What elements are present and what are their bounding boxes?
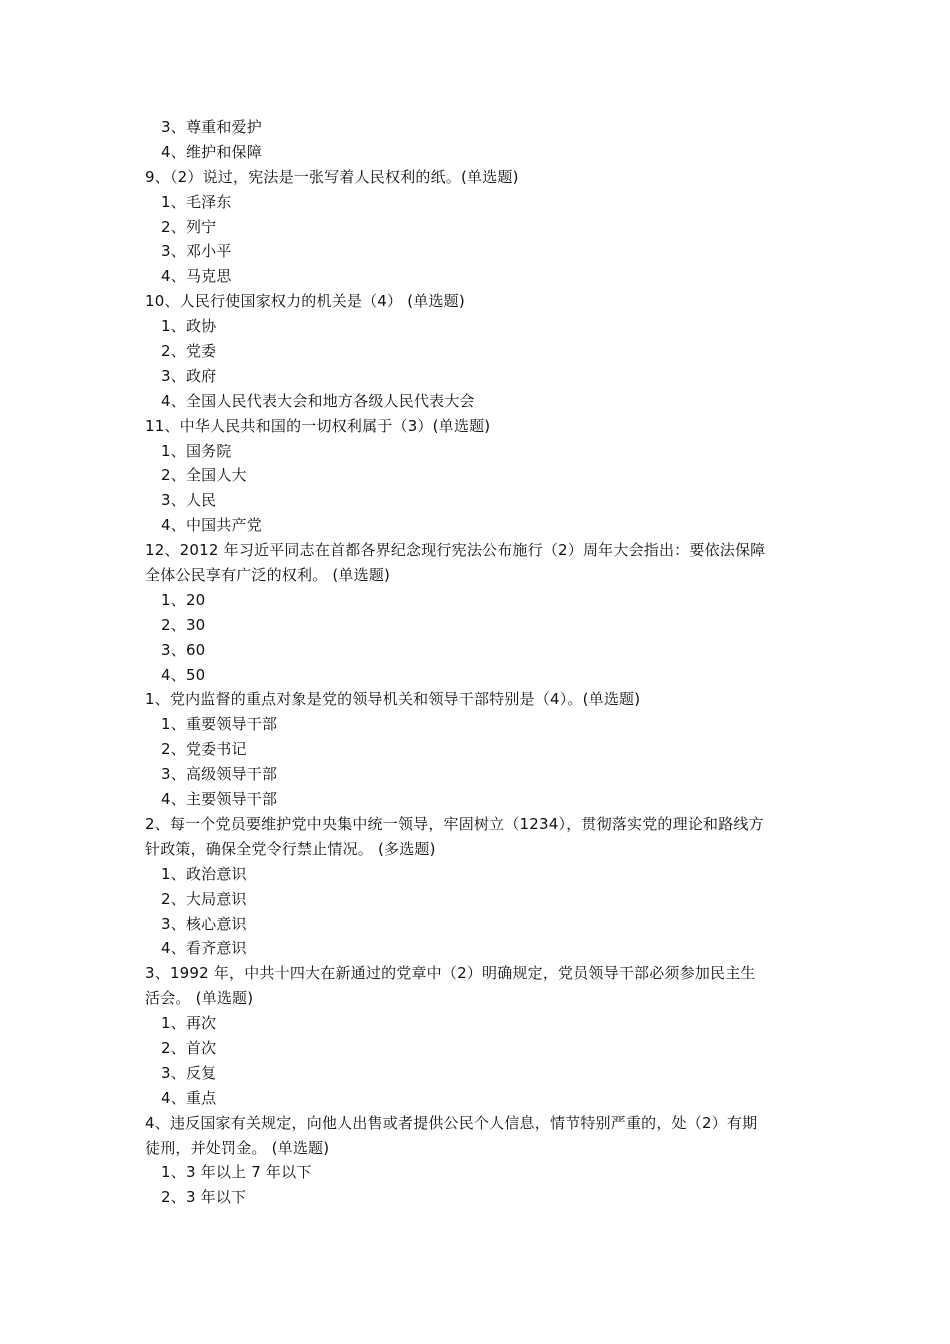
option-text: 4、主要领导干部 [161,790,278,809]
question-text: 10、人民行使国家权力的机关是（4） (单选题) [145,292,465,311]
question-text: 2、每一个党员要维护党中央集中统一领导，牢固树立（1234），贯彻落实党的理论和路线方 [145,814,764,833]
question-text: 9、（2）说过，宪法是一张写着人民权利的纸。(单选题) [145,167,519,186]
question-text: 3、1992 年，中共十四大在新通过的党章中（2）明确规定，党员领导干部必须参加民主生 [145,964,756,983]
option-text: 4、马克思 [161,267,232,286]
option-text: 3、人民 [161,491,217,510]
option-text: 1、20 [161,590,206,609]
option-text: 4、50 [161,665,206,684]
option-text: 3、尊重和爱护 [161,118,262,136]
question-text: 针政策，确保全党令行禁止情况。 (多选题) [145,839,436,858]
option-text: 4、中国共产党 [161,516,262,535]
question-text: 11、中华人民共和国的一切权利属于（3）(单选题) [145,416,491,435]
option-text: 2、大局意识 [161,889,247,908]
option-text: 1、再次 [161,1014,217,1033]
question-text: 1、党内监督的重点对象是党的领导机关和领导干部特别是（4）。(单选题) [145,690,641,709]
option-text: 4、重点 [161,1088,217,1107]
option-text: 3、60 [161,640,206,659]
question-text: 全体公民享有广泛的权利。 (单选题) [145,566,391,585]
option-text: 2、党委书记 [161,740,247,759]
document-page [145,115,815,1210]
option-text: 3、高级领导干部 [161,765,278,784]
option-text: 3、核心意识 [161,914,247,933]
option-text: 1、国务院 [161,441,232,460]
option-text: 2、党委 [161,342,217,361]
option-text: 2、3 年以下 [161,1188,247,1207]
option-text: 4、看齐意识 [161,939,247,958]
option-text: 3、反复 [161,1063,217,1082]
question-text: 徒刑，并处罚金。 (单选题) [145,1138,330,1157]
option-text: 1、重要领导干部 [161,715,278,734]
option-text: 1、政治意识 [161,864,247,883]
option-text: 3、邓小平 [161,242,232,261]
option-text: 2、列宁 [161,217,217,236]
option-text: 1、毛泽东 [161,192,232,211]
option-text: 2、首次 [161,1038,217,1057]
question-text: 4、违反国家有关规定，向他人出售或者提供公民个人信息，情节特别严重的，处（2）有期 [145,1113,758,1132]
option-text: 4、维护和保障 [161,142,262,161]
question-text: 12、2012 年习近平同志在首都各界纪念现行宪法公布施行（2）周年大会指出：要依法保障 [145,541,766,560]
option-text: 3、政府 [161,366,217,385]
option-text: 1、3 年以上 7 年以下 [161,1163,312,1182]
question-text: 活会。 (单选题) [145,989,254,1008]
option-text: 2、30 [161,615,206,634]
option-text: 4、全国人民代表大会和地方各级人民代表大会 [161,391,475,410]
option-text: 2、全国人大 [161,466,247,485]
option-text: 1、政协 [161,317,217,336]
